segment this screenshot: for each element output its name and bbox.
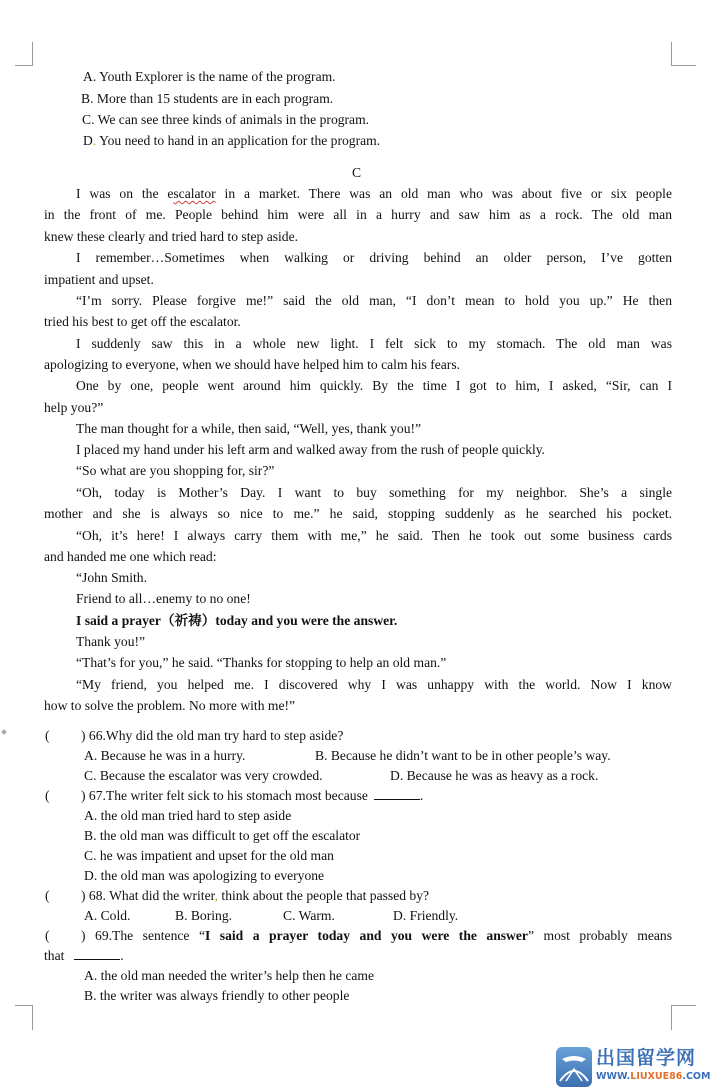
fill-blank <box>374 787 420 800</box>
passage-line: “Oh, today is Mother’s Day. I want to buy something for my neighbor. She’s a single <box>76 485 672 500</box>
question-67-stem: ) 67.The writer felt sick to his stomach most because . <box>81 788 424 803</box>
answer-blank-paren[interactable]: ( <box>45 788 50 803</box>
passage-line: “That’s for you,” he said. “Thanks for stopping to help an old man.” <box>76 655 447 670</box>
business-card-line: Friend to all…enemy to no one! <box>76 591 251 606</box>
passage-line: how to solve the problem. No more with me!” <box>44 698 296 713</box>
spellcheck-word: scalator <box>173 186 216 201</box>
prev-option-d: D. You need to hand in an application for the program. <box>83 133 381 148</box>
question-68-option-b: B. Boring. <box>175 908 233 923</box>
passage-line: I suddenly saw this in a whole new light. I felt sick to my stomach. The old man was <box>76 336 672 351</box>
passage-line: impatient and upset. <box>44 272 154 287</box>
passage-line: tried his best to get off the escalator. <box>44 314 241 329</box>
passage-line: One by one, people went around him quickly. By the time I got to him, I asked, “Sir, can I <box>76 378 672 393</box>
question-66-option-b: B. Because he didn’t want to be in other people’s way. <box>315 748 611 763</box>
question-68-option-d: D. Friendly. <box>393 908 459 923</box>
fill-blank <box>74 947 120 960</box>
question-69-stem-cont: that . <box>44 948 124 963</box>
passage-line: and handed me one which read: <box>44 549 217 564</box>
business-card-line: “John Smith. <box>76 570 147 585</box>
question-69-option-a: A. the old man needed the writer’s help then he came <box>84 968 375 983</box>
question-66-stem: ) 66.Why did the old man try hard to step aside? <box>81 728 344 743</box>
answer-blank-paren[interactable]: ( <box>45 888 50 903</box>
question-68-option-c: C. Warm. <box>283 908 335 923</box>
watermark-url: WWW.LIUXUE86.COM <box>596 1071 711 1082</box>
question-67-option-a: A. the old man tried hard to step aside <box>84 808 292 823</box>
passage-line: I was on the escalator in a market. There was an old man who was about five or six people <box>76 186 672 201</box>
passage-line: “So what are you shopping for, sir?” <box>76 463 275 478</box>
prev-option-b: B. More than 15 students are in each program. <box>81 91 334 106</box>
business-card-line: Thank you!” <box>76 634 146 649</box>
section-title: C <box>351 165 362 180</box>
watermark-logo <box>556 1047 711 1087</box>
prev-option-c: C. We can see three kinds of animals in the program. <box>82 112 370 127</box>
passage-line: The man thought for a while, then said, “Well, yes, thank you!” <box>76 421 422 436</box>
question-66-option-d: D. Because he was as heavy as a rock. <box>390 768 599 783</box>
passage-line: “I’m sorry. Please forgive me!” said the old man, “I don’t mean to hold you up.” He then <box>76 293 672 308</box>
passage-line: I placed my hand under his left arm and walked away from the rush of people quickly. <box>76 442 546 457</box>
question-68-option-a: A. Cold. <box>84 908 131 923</box>
answer-blank-paren[interactable]: ( <box>45 728 50 743</box>
question-68-stem: ) 68. What did the writer, think about the people that passed by? <box>81 888 430 903</box>
passage-line: in the front of me. People behind him were all in a hurry and saw him as a rock. The old man <box>44 207 672 222</box>
globe-logo-icon <box>556 1047 592 1087</box>
question-67-option-b: B. the old man was difficult to get off the escalator <box>84 828 361 843</box>
page-corner-mark-top-right <box>671 42 696 66</box>
question-66-option-c: C. Because the escalator was very crowded. <box>84 768 323 783</box>
prev-option-a: A. Youth Explorer is the name of the program. <box>83 69 336 84</box>
page-corner-mark-top-left <box>15 42 33 66</box>
page-corner-mark-bottom-right <box>671 1005 696 1030</box>
passage-line: I remember…Sometimes when walking or driving behind an older person, I’ve gotten <box>76 250 672 265</box>
margin-marker-icon <box>1 729 7 735</box>
passage-line: apologizing to everyone, when we should have helped him to calm his fears. <box>44 357 461 372</box>
passage-line: “Oh, it’s here! I always carry them with me,” he said. Then he took out some business cards <box>76 528 672 543</box>
passage-line: “My friend, you helped me. I discovered why I was unhappy with the world. Now I know <box>76 677 672 692</box>
question-67-option-d: D. the old man was apologizing to everyone <box>84 868 325 883</box>
page-corner-mark-bottom-left <box>15 1005 33 1030</box>
question-66-option-a: A. Because he was in a hurry. <box>84 748 246 763</box>
question-69-option-b: B. the writer was always friendly to other people <box>84 988 350 1003</box>
question-69-stem: ) 69.The sentence “I said a prayer today and you were the answer” most probably means <box>81 928 672 943</box>
passage-line: help you?” <box>44 400 104 415</box>
question-67-option-c: C. he was impatient and upset for the old man <box>84 848 334 863</box>
business-card-line: I said a prayer（祈祷）today and you were the answer. <box>76 613 398 628</box>
answer-blank-paren[interactable]: ( <box>45 928 50 943</box>
watermark-cn-text: 出国留学网 <box>596 1047 697 1069</box>
passage-line: mother and she is always so nice to me.” he said, stopping suddenly as he searched his pocket. <box>44 506 672 521</box>
passage-line: knew these clearly and tried hard to step aside. <box>44 229 299 244</box>
